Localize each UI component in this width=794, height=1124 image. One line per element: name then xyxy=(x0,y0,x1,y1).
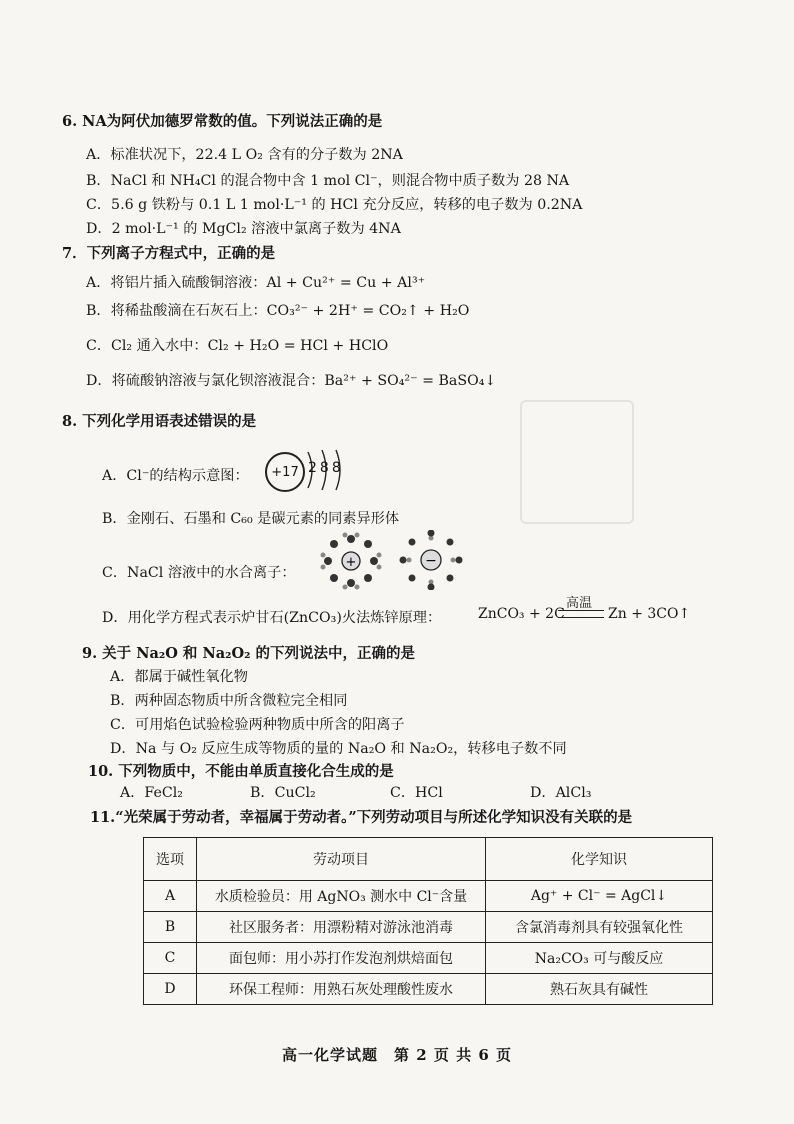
q8-d-products: Zn + 3CO↑ xyxy=(608,606,691,622)
q10-option-a: A．FeCl₂ xyxy=(120,785,183,801)
q8-option-d: D．用化学方程式表示炉甘石(ZnCO₃)火法炼锌原理： xyxy=(102,610,442,626)
nucleus-circle xyxy=(265,452,305,492)
chem-knowledge: 熟石灰具有碱性 xyxy=(486,974,713,1005)
q9-option-b: B．两种固态物质中所含微粒完全相同 xyxy=(110,693,348,709)
page-footer: 高一化学试题 第 2 页 共 6 页 xyxy=(282,1046,512,1064)
q7-stem: 7．下列离子方程式中，正确的是 xyxy=(62,245,276,262)
svg-text:+: + xyxy=(345,555,357,570)
table-row xyxy=(144,943,713,974)
q7-option-c: C．Cl₂ 通入水中：Cl₂ + H₂O = HCl + HClO xyxy=(86,338,389,354)
q8-option-c: C．NaCl 溶液中的水合离子： xyxy=(102,565,296,581)
q6-option-d: D．2 mol·L⁻¹ 的 MgCl₂ 溶液中氯离子数为 4NA xyxy=(86,221,401,237)
table-header-row xyxy=(144,838,713,881)
q6-option-c: C．5.6 g 铁粉与 0.1 L 1 mol·L⁻¹ 的 HCl 充分反应，转移的电子数为 0.2NA xyxy=(86,197,583,213)
q10-option-c: C．HCl xyxy=(390,785,443,801)
labor-item: 面包师：用小苏打作发泡剂烘焙面包 xyxy=(197,943,486,974)
q9-option-d: D．Na 与 O₂ 反应生成等物质的量的 Na₂O 和 Na₂O₂，转移电子数不同 xyxy=(110,741,567,757)
q7-option-b: B．将稀盐酸滴在石灰石上：CO₃²⁻ + 2H⁺ = CO₂↑ + H₂O xyxy=(86,303,470,319)
q6-option-a: A．标准状况下，22.4 L O₂ 含有的分子数为 2NA xyxy=(86,147,403,163)
q6-option-b: B．NaCl 和 NH₄Cl 的混合物中含 1 mol Cl⁻，则混合物中质子数为 28 NA xyxy=(86,173,570,189)
header-option: 选项 xyxy=(144,838,197,881)
q8-option-b: B．金刚石、石墨和 C₆₀ 是碳元素的同素异形体 xyxy=(102,511,400,527)
row-label: A xyxy=(144,881,197,912)
q8-option-a: A．Cl⁻的结构示意图： xyxy=(102,468,249,484)
table-row xyxy=(144,881,713,912)
q10-stem: 10. 下列物质中，不能由单质直接化合生成的是 xyxy=(88,763,394,780)
q6-stem: 6. NA为阿伏加德罗常数的值。下列说法正确的是 xyxy=(62,113,383,130)
q9-option-c: C．可用焰色试验检验两种物质中所含的阳离子 xyxy=(110,717,405,733)
q8-stem: 8. 下列化学用语表述错误的是 xyxy=(62,413,257,430)
table-row xyxy=(144,974,713,1005)
q8-d-condition: 高温 xyxy=(566,596,593,611)
q10-option-d: D．AlCl₃ xyxy=(530,785,592,801)
chem-knowledge: Ag⁺ + Cl⁻ = AgCl↓ xyxy=(486,881,713,912)
row-label: D xyxy=(144,974,197,1005)
q7-option-a: A．将铝片插入硫酸铜溶液：Al + Cu²⁺ = Cu + Al³⁺ xyxy=(86,275,426,291)
nucleus-charge: +17 xyxy=(271,464,299,480)
header-chem-knowledge: 化学知识 xyxy=(486,838,713,881)
chem-knowledge: Na₂CO₃ 可与酸反应 xyxy=(486,943,713,974)
reaction-equals-sign xyxy=(558,610,604,618)
labor-item: 水质检验员：用 AgNO₃ 测水中 Cl⁻含量 xyxy=(197,881,486,912)
table-row xyxy=(144,912,713,943)
q10-option-b: B．CuCl₂ xyxy=(250,785,316,801)
header-labor-item: 劳动项目 xyxy=(197,838,486,881)
q7-option-d: D．将硫酸钠溶液与氯化钡溶液混合：Ba²⁺ + SO₄²⁻ = BaSO₄↓ xyxy=(86,373,497,389)
bleed-through-shape xyxy=(520,400,634,524)
labor-item: 社区服务者：用漂粉精对游泳池消毒 xyxy=(197,912,486,943)
electron-counts: 288 xyxy=(308,460,344,476)
row-label: C xyxy=(144,943,197,974)
q9-stem: 9. 关于 Na₂O 和 Na₂O₂ 的下列说法中，正确的是 xyxy=(82,645,415,662)
svg-text:−: − xyxy=(425,553,437,569)
row-label: B xyxy=(144,912,197,943)
q11-table xyxy=(143,837,713,1005)
labor-item: 环保工程师：用熟石灰处理酸性废水 xyxy=(197,974,486,1005)
hydrated-anion-icon xyxy=(396,530,466,590)
q8-d-reactants: ZnCO₃ + 2C xyxy=(478,606,565,622)
q9-option-a: A．都属于碱性氧化物 xyxy=(110,669,248,685)
q11-stem: 11.“光荣属于劳动者，幸福属于劳动者。”下列劳动项目与所述化学知识没有关联的是 xyxy=(90,809,633,826)
chem-knowledge: 含氯消毒剂具有较强氧化性 xyxy=(486,912,713,943)
hydrated-cation-icon xyxy=(318,530,388,590)
